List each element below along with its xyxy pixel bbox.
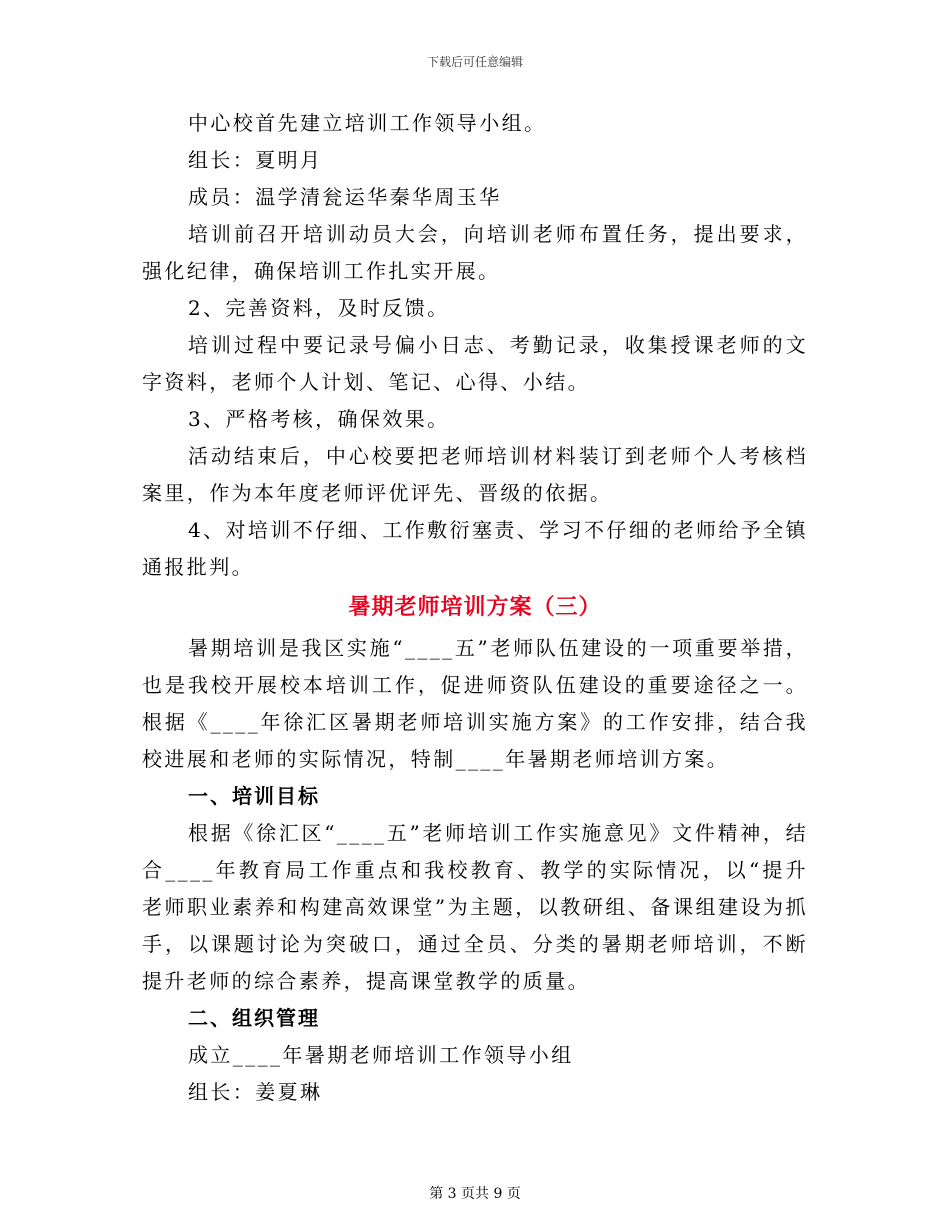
- paragraphs-after-title: [142, 630, 808, 1111]
- paragraph: 根据《徐汇区“____五”老师培训工作实施意见》文件精神，结合____年教育局工作重点和我校教育、教学的实际情况，以“提升老师职业素养和构建高效课堂”为主题，以教研组、备课组建设为抓手，以课题讨论为突破口，通过全员、分类的暑期老师培训，不断提升老师的综合素养，提高课堂教学的质量。: [142, 821, 808, 993]
- paragraph: 培训过程中要记录号偏小日志、考勤记录，收集授课老师的文字资料，老师个人计划、笔记、心得、小结。: [142, 333, 808, 394]
- section-title: 暑期老师培训方案（三）: [348, 595, 602, 620]
- paragraph: 组长：姜夏琳: [188, 1080, 323, 1104]
- paragraph: 中心校首先建立培训工作领导小组。: [188, 111, 547, 135]
- paragraph: 4、对培训不仔细、工作敷衍塞责、学习不仔细的老师给予全镇通报批判。: [142, 518, 808, 579]
- page-header-note: 下载后可任意编辑: [426, 55, 523, 69]
- paragraph: 2、完善资料，及时反馈。: [188, 296, 450, 320]
- section-heading: 一、培训目标: [188, 784, 320, 808]
- paragraph: 成立____年暑期老师培训工作领导小组: [188, 1043, 574, 1067]
- paragraph: 组长：夏明月: [188, 148, 323, 172]
- page-number: 第 3 页共 9 页: [429, 1186, 521, 1202]
- paragraph: 培训前召开培训动员大会，向培训老师布置任务，提出要求，强化纪律，确保培训工作扎实开展。: [142, 222, 808, 283]
- paragraph: 成员：温学清瓮运华秦华周玉华: [188, 185, 502, 209]
- paragraph: 活动结束后，中心校要把老师培训材料装订到老师个人考核档案里，作为本年度老师评优评先、晋级的依据。: [142, 444, 808, 505]
- document-body: [142, 105, 808, 1111]
- paragraphs-before-title: [142, 105, 808, 586]
- section-heading: 二、组织管理: [188, 1006, 320, 1030]
- paragraph: 暑期培训是我区实施“____五”老师队伍建设的一项重要举措，也是我校开展校本培训工作，促进师资队伍建设的重要途径之一。根据《____年徐汇区暑期老师培训实施方案》的工作安排，结合我校进展和老师的实际情况，特制____年暑期老师培训方案。: [142, 636, 808, 771]
- paragraph: 3、严格考核，确保效果。: [188, 407, 450, 431]
